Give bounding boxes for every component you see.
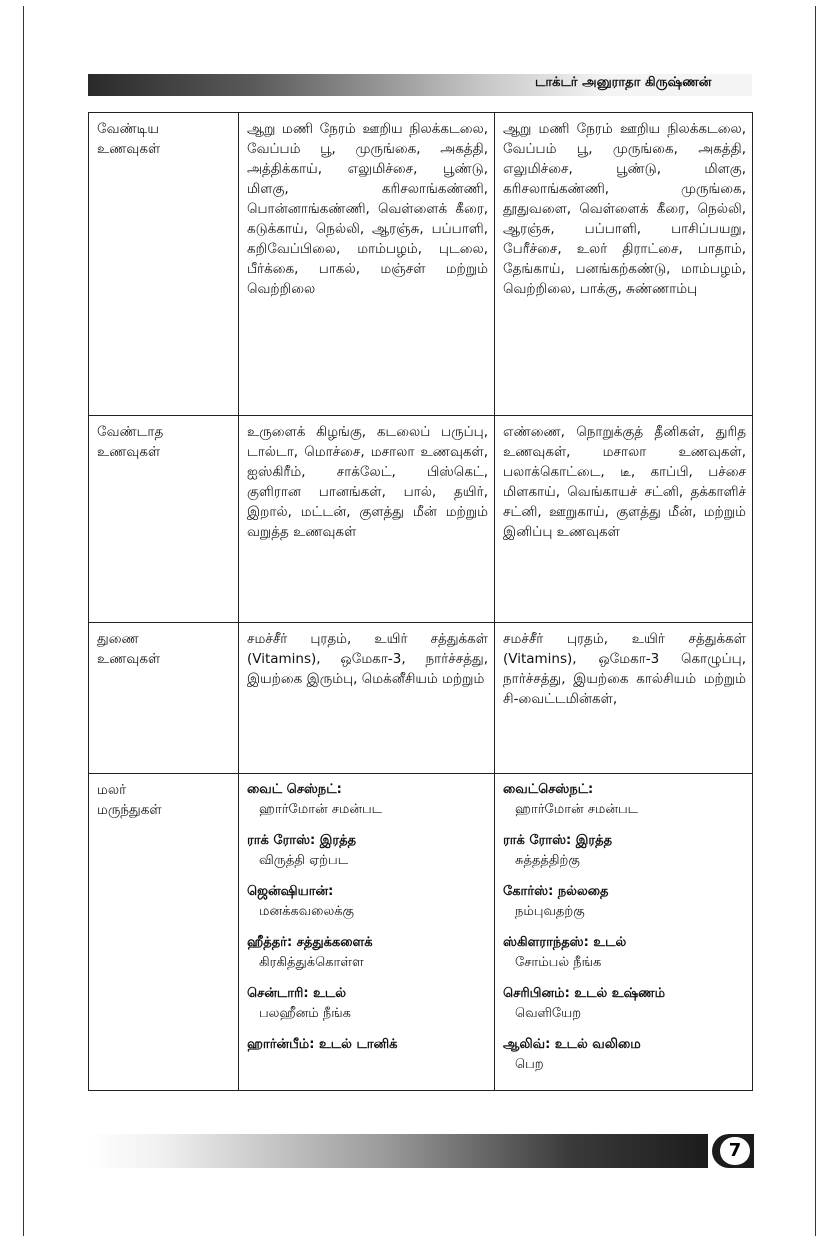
remedy-entry [503,1035,746,1075]
page-number-tab [712,1134,754,1168]
remedy-desc: ஹார்மோன் சமன்பட [259,802,383,817]
remedy-name: ராக் ரோஸ்: இரத்த [503,833,613,848]
remedy-desc: பலஹீனம் நீங்க [259,1006,351,1021]
category-label: மலர் [97,782,127,798]
category-cell [89,774,239,1091]
remedy-name: ஹீத்தர்: சத்துக்களைக் [247,935,373,950]
category-label: மருந்துகள் [97,802,162,818]
remedy-desc: விருத்தி ஏற்பட [259,853,349,868]
category-label: உணவுகள் [97,444,161,460]
remedy-name: ஹார்ன்பீம்: உடல் டானிக் [247,1037,398,1052]
page-border-right [815,6,816,1236]
table-row [89,113,753,416]
remedy-name: ராக் ரோஸ்: இரத்த [247,833,357,848]
cell-text: உருளைக் கிழங்கு, கடலைப் பருப்பு, டால்டா, மொச்சை, மசாலா உணவுகள், ஐஸ்கிரீம், சாக்லேட், பிஸ்கெட், குளிரான பானங்கள், பால், தயிர், இறால், மட்டன், குளத்து மீன் மற்றும் வறுத்த உணவுகள் [247,424,488,540]
table-cell [495,774,753,1091]
remedy-desc: வெளியேற [515,1006,582,1021]
remedy-desc: பெற [515,1057,544,1072]
remedy-entry [503,882,746,922]
remedy-name: வைட் செஸ்நட்: [247,782,342,797]
cell-text: சமச்சீர் புரதம், உயிர் சத்துக்கள் (Vitamins), ஒமேகா-3 கொழுப்பு, நார்ச்சத்து, இயற்கை கால்சியம் மற்றும் சி-வைட்டமின்கள், [503,631,746,707]
remedy-name: வைட்செஸ்நட்: [503,782,594,797]
remedy-desc: கிரகித்துக்கொள்ள [259,955,364,970]
remedy-entry [247,1035,488,1055]
remedy-name: ஜென்ஷியான்: [247,884,334,899]
table-cell [239,113,495,416]
remedy-name: செரிபினம்: உடல் உஷ்ணம் [503,986,666,1001]
category-cell [89,113,239,416]
remedy-entry [247,984,488,1024]
page-border-left [23,6,24,1236]
remedy-name: ஆலிவ்: உடல் வலிமை [503,1037,641,1052]
category-cell [89,416,239,623]
remedy-name: சென்டாரி: உடல் [247,986,347,1001]
remedy-entry [247,780,488,820]
remedy-entry [503,780,746,820]
remedy-name: கோர்ஸ்: நல்லதை [503,884,609,899]
table-row [89,623,753,774]
remedy-name: ஸ்கிளராந்தஸ்: உடல் [503,935,627,950]
remedy-entry [503,984,746,1024]
remedy-entry [247,831,488,871]
remedy-desc: சோம்பல் நீங்க [515,955,602,970]
category-label: துணை [97,631,139,647]
remedy-desc: நம்புவதற்கு [515,904,585,919]
table-cell [239,774,495,1091]
remedy-desc: மனக்கவலைக்கு [259,904,355,919]
cell-text: சமச்சீர் புரதம், உயிர் சத்துக்கள் (Vitamins), ஒமேகா-3, நார்ச்சத்து, இயற்கை இரும்பு, மெக்னீசியம் மற்றும் [247,631,488,687]
table-cell [239,416,495,623]
cell-text: ஆறு மணி நேரம் ஊறிய நிலக்கடலை, வேப்பம் பூ, முருங்கை, அகத்தி, அத்திக்காய், எலுமிச்சை, பூண்டு, மிளகு, கரிசலாங்கண்ணி, பொன்னாங்கண்ணி, வெள்ளைக் கீரை, கடுக்காய், நெல்லி, ஆரஞ்சு, பப்பாளி, கறிவேப்பிலை, மாம்பழம், புடலை, பீர்க்கை, பாகல், மஞ்சள் மற்றும் வெற்றிலை [247,121,488,297]
remedy-entry [503,933,746,973]
cell-text: எண்ணை, நொறுக்குத் தீனிகள், துரித உணவுகள், மசாலா உணவுகள், பலாக்கொட்டை, டீ, காப்பி, பச்சை மிளகாய், வெங்காயச் சட்னி, தக்காளிச் சட்னி, ஊறுகாய், குளத்து மீன், மற்றும் இனிப்பு உணவுகள் [503,424,746,540]
remedy-desc: சுத்தத்திற்கு [515,853,580,868]
table-cell [495,416,753,623]
footer-gradient-bar [88,1134,708,1168]
diet-table [88,112,753,1091]
page-number: 7 [720,1137,750,1165]
table-row [89,774,753,1091]
running-header-author: டாக்டர் அனுராதா கிருஷ்ணன் [535,75,712,90]
remedy-entry [503,831,746,871]
category-cell [89,623,239,774]
remedy-entry [247,933,488,973]
table-cell [495,623,753,774]
category-label: உணவுகள் [97,141,161,157]
cell-text: ஆறு மணி நேரம் ஊறிய நிலக்கடலை, வேப்பம் பூ, முருங்கை, அகத்தி, எலுமிச்சை, பூண்டு, மிளகு, கரிசலாங்கண்ணி, முருங்கை, தூதுவளை, வெள்ளைக் கீரை, நெல்லி, ஆரஞ்சு, பப்பாளி, பாசிப்பயறு, பேரீச்சை, உலர் திராட்சை, பாதாம், தேங்காய், பனங்கற்கண்டு, மாம்பழம், வெற்றிலை, பாக்கு, சுண்ணாம்பு [503,121,746,297]
category-label: வேண்டிய [97,121,160,137]
remedy-entry [247,882,488,922]
table-row [89,416,753,623]
table-cell [495,113,753,416]
category-label: வேண்டாத [97,424,164,440]
category-label: உணவுகள் [97,651,161,667]
table-cell [239,623,495,774]
remedy-desc: ஹார்மோன் சமன்பட [515,802,639,817]
